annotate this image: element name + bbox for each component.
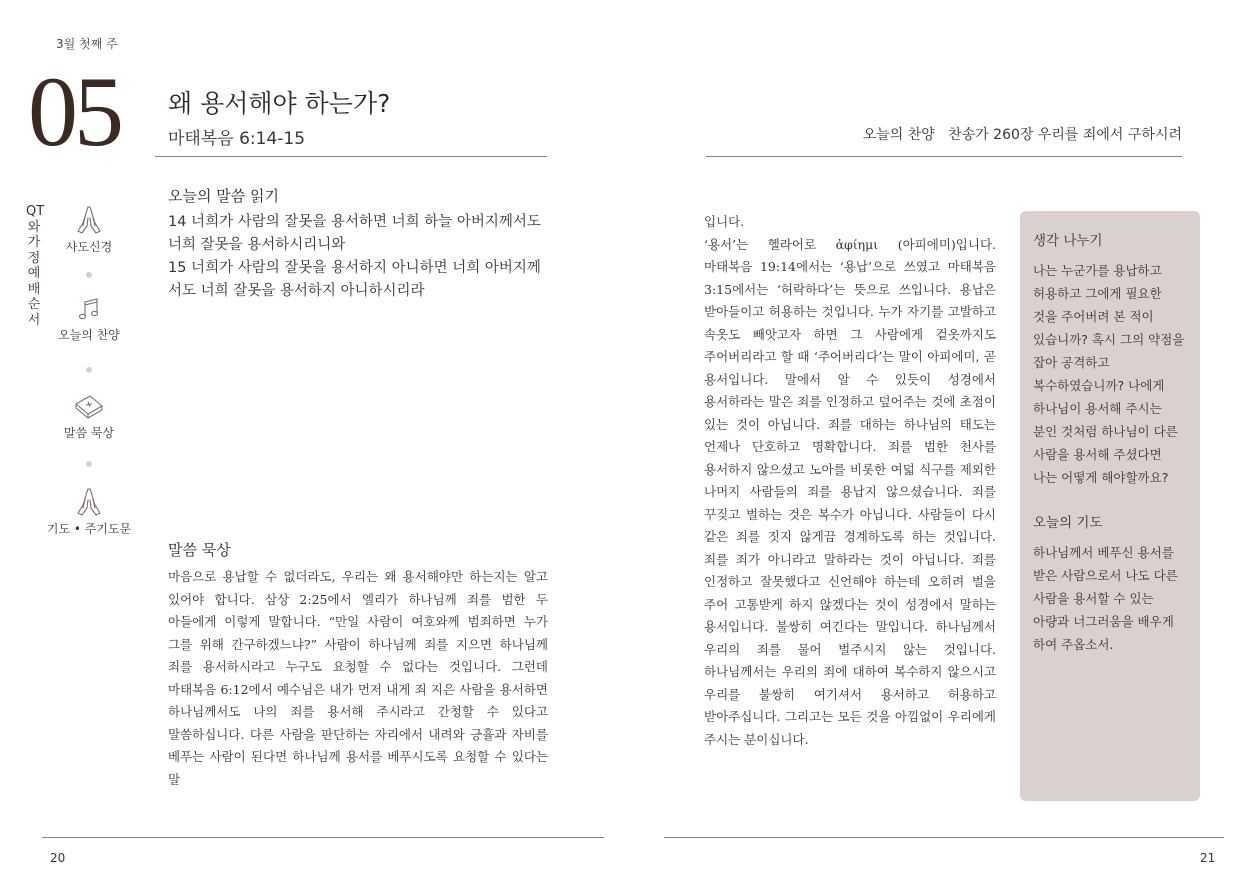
nav-label: 말씀 묵상 — [63, 426, 115, 440]
week-label: 3월 첫째 주 — [56, 37, 118, 51]
meditation-heading: 말씀 묵상 — [168, 541, 231, 559]
footer-rule-left — [42, 837, 604, 838]
side-label-vertical: QT와 가정예배 순서 — [26, 204, 45, 328]
nav-label: 사도신경 — [65, 240, 113, 254]
nav-item-prayer[interactable] — [34, 486, 144, 537]
page-number-right: 21 — [1200, 851, 1216, 865]
header-rule-right — [706, 156, 1182, 157]
praying-hands-icon — [74, 486, 104, 518]
header-rule-left — [155, 156, 547, 157]
nav-item-apostles-creed[interactable] — [34, 204, 144, 255]
scripture-verses — [168, 211, 553, 303]
nav-label: 기도 • 주기도문 — [46, 522, 132, 536]
todays-hymn — [700, 124, 1182, 144]
prayer-text: 하나님께서 베푸신 용서를 받은 사람으로서 나도 다른 사람을 용서할 수 있는 아량과 너그러움을 배우게 하여 주옵소서. — [1033, 545, 1178, 652]
nav-dot — [86, 367, 92, 373]
nav-item-meditation[interactable] — [34, 392, 144, 441]
day-number: 05 — [28, 56, 120, 167]
music-note-icon — [75, 296, 103, 324]
nav-dot — [86, 272, 92, 278]
hymn-label: 오늘의 찬양 — [862, 127, 935, 143]
sharing-heading: 생각 나누기 — [1033, 233, 1103, 249]
reflection-box — [1020, 211, 1200, 801]
meditation-continued — [704, 211, 996, 751]
hymn-title: 찬송가 260장 우리를 죄에서 구하시려 — [948, 127, 1182, 143]
footer-rule-right — [664, 837, 1224, 838]
praying-hands-icon — [74, 204, 104, 236]
nav-item-todays-hymn[interactable] — [34, 296, 144, 343]
reading-heading: 오늘의 말씀 읽기 — [168, 187, 279, 205]
meditation-text: 마음으로 용납할 수 없더라도, 우리는 왜 용서해야만 하는지는 알고 있어야 합니다. 삼상 2:25에서 엘리가 하나님께 죄를 범한 두 아들에게 이렇게 말합니다. “만일 사람이 여호와께 범죄하면 누가 그를 위해 간구하겠느냐?” 사람이 하나님께 죄를 지으면 하나님께 죄를 용서하시라고 누구도 요청할 수 없다는 것입니다. 그런데 마태복음 6:12에서 예수님은 내가 먼저 내게 죄 지은 사람을 용서하면 하나님께서도 나의 죄를 용서해 주시라고 간청할 수 있다고 말씀하십니다. 다른 사람을 판단하는 자리에서 내려와 긍휼과 자비를 베푸는 사람이 된다면 하나님께 용서를 베푸시도록 요청할 수 있다는 말 — [168, 569, 548, 787]
bible-icon — [73, 392, 105, 422]
nav-label: 오늘의 찬양 — [58, 328, 120, 342]
page-number-left: 20 — [50, 851, 66, 865]
continued-line: 입니다. — [704, 214, 745, 229]
verse-15: 15 너희가 사람의 잘못을 용서하지 아니하면 너희 아버지께서도 너희 잘못을 용서하지 아니하시리라 — [168, 260, 541, 299]
continued-paragraph: ‘용서’는 헬라어로 ἀφίημι (아피에미)입니다. 마태복음 19:14에서는 ‘용납’으로 쓰였고 마태복음 3:15에서는 ‘허락하다’는 뜻으로 쓰입니다. 용납은 받아들이고 허용하는 것입니다. 누가 자기를 고발하고 속옷도 빼앗고자 하면 그 사람에게 겉옷까지도 주어버리라고 할 때 ‘주어버리다’는 말이 아피에미, 곧 용서입니다. 말에서 알 수 있듯이 성경에서 용서하라는 말은 죄를 인정하고 덮어주는 것에 초점이 있는 것이 아닙니다. 죄를 대하는 하나님의 태도는 언제나 단호하고 명확합니다. 죄를 범한 천사를 용서하지 않으셨고 노아를 비롯한 여덟 식구를 제외한 나머지 사람들의 죄를 용납지 않으셨습니다. 죄를 꾸짖고 벌하는 것은 복수가 아닙니다. 사람들이 다시 같은 죄를 짓지 않게끔 경계하도록 하는 것입니다. 죄를 죄가 아니라고 말하라는 것이 아닙니다. 죄를 인정하고 잘못했다고 신언해야 하는데 오히려 벌을 주어 고통받게 하지 않겠다는 것이 성경에서 말하는 용서입니다. 불쌍히 여긴다는 말입니다. 하나님께서 우리의 죄를 물어 벌주시지 않는 것입니다. 하나님께서는 우리의 죄에 대하여 복수하지 않으시고 우리를 불쌍히 여기셔서 용서하고 허용하고 받아주십니다. 그리고는 모든 것을 아낌없이 우리에게 주시는 분이십니다. — [704, 236, 996, 747]
page-title: 왜 용서해야 하는가? — [168, 89, 391, 118]
sharing-text: 나는 누군가를 용납하고 허용하고 그에게 필요한 것을 주어버려 본 적이 있습니까? 혹시 그의 약점을 잡아 공격하고 복수하였습니까? 나에게 하나님이 용서해 주시는 분인 것처럼 하나님이 다른 사람을 용서해 주셨다면 나는 어떻게 해야할까요? — [1033, 263, 1185, 485]
prayer-heading: 오늘의 기도 — [1033, 515, 1103, 531]
verse-14: 14 너희가 사람의 잘못을 용서하면 너희 하늘 아버지께서도 너희 잘못을 용서하시리니와 — [168, 214, 541, 253]
scripture-reference: 마태복음 6:14-15 — [168, 129, 306, 149]
nav-dot — [86, 461, 92, 467]
